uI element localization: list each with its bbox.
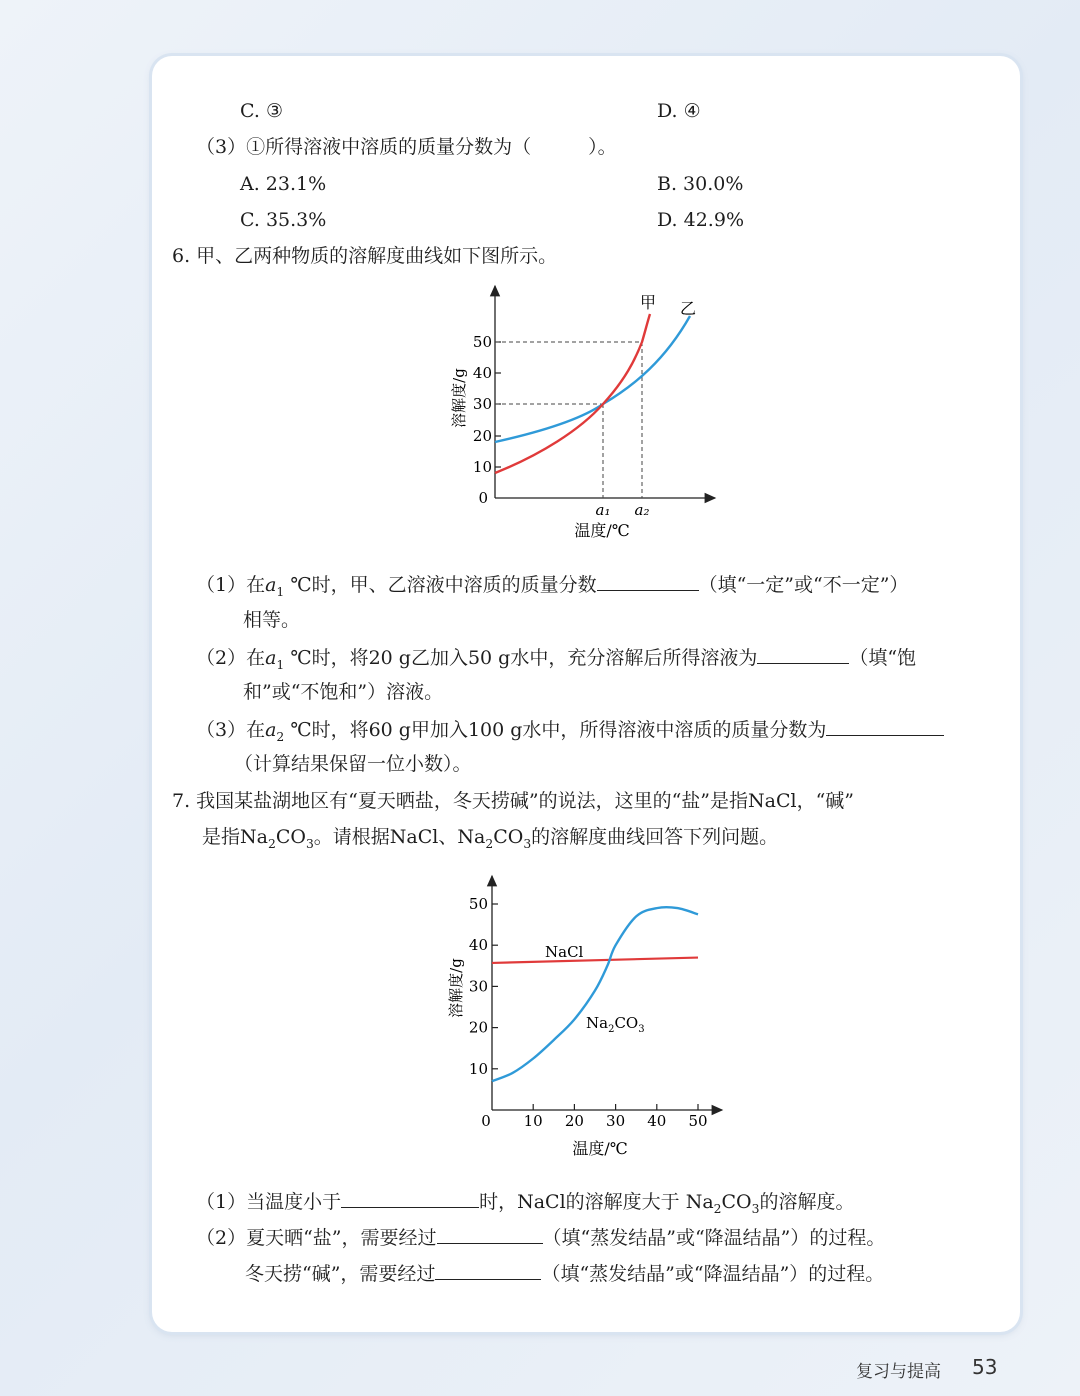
- footer-section: 复习与提高: [856, 1362, 941, 1382]
- q7-stem-line2: 是指$Na_2CO_3$。请根据NaCl、$Na_2CO_3$的溶解度曲线回答下列问题。: [202, 826, 779, 851]
- chart1-series-yi: [495, 316, 690, 442]
- q5-3-option-c: C. 35.3%: [240, 209, 327, 231]
- q5-3-stem: （3）①所得溶液中溶质的质量分数为（ ）。: [196, 136, 617, 158]
- chart1-ylabel: 溶解度/g: [450, 368, 468, 428]
- chart1-xlabel: 温度/℃: [574, 521, 630, 540]
- chart1-series-jia: [495, 314, 650, 473]
- chart1-ytick-10: 10: [472, 458, 492, 476]
- chart2-xtick-40: 40: [647, 1112, 667, 1130]
- q6-3-line1: （3）在$a_2$ ℃时，将60 g甲加入100 g水中，所得溶液中溶质的质量分数为: [196, 719, 944, 743]
- chart2-ytick-30: 30: [468, 977, 488, 996]
- chart2-ylabel: 溶解度/g: [447, 958, 465, 1018]
- q6-1-line2: 相等。: [243, 609, 301, 631]
- chart2-origin-label: 0: [481, 1112, 491, 1130]
- chart2-ytick-50: 50: [468, 895, 488, 913]
- q7-1: （1）当温度小于 时，NaCl的溶解度大于 $Na_2CO_3$的溶解度。: [196, 1191, 855, 1216]
- q6-1-blank[interactable]: [597, 574, 699, 591]
- chart1-ytick-30: 30: [472, 395, 492, 413]
- chart2-xtick-50: 50: [688, 1112, 708, 1130]
- q6-1-line1: （1）在$a_1$ ℃时，甲、乙溶液中溶质的质量分数 （填“一定”或“不一定”）: [196, 574, 909, 599]
- q6-3-blank[interactable]: [826, 719, 944, 736]
- q7-2-line1: （2）夏天晒“盐”，需要经过 （填“蒸发结晶”或“降温结晶”）的过程。: [196, 1227, 886, 1249]
- q7-2-blank-1[interactable]: [437, 1227, 543, 1244]
- option-d-top: D. ④: [657, 100, 701, 122]
- chart2-xtick-30: 30: [606, 1112, 626, 1130]
- q6-2-line1: （2）在$a_1$ ℃时，将20 g乙加入50 g水中，充分溶解后所得溶液为 （填“饱: [196, 647, 917, 672]
- chart1-xtick-a1: a₁: [595, 501, 611, 519]
- chart2-ticks: [492, 904, 698, 1110]
- chart2-ytick-40: 40: [468, 936, 488, 955]
- q6-3-line2: （计算结果保留一位小数）。: [234, 753, 472, 775]
- chart2-xlabel: 温度/℃: [572, 1139, 628, 1158]
- q6-2-blank[interactable]: [757, 647, 849, 664]
- chart1-label-jia: 甲: [640, 293, 657, 312]
- q7-2-blank-2[interactable]: [435, 1263, 541, 1280]
- q6-2-line2: 和”或“不饱和”）溶液。: [243, 681, 444, 703]
- chart2-xtick-20: 20: [564, 1112, 584, 1130]
- chart2-ytick-10: 10: [468, 1059, 488, 1078]
- q5-3-option-a: A. 23.1%: [240, 173, 327, 195]
- chart-1: [430, 280, 730, 550]
- chart1-ytick-50: 50: [472, 333, 492, 351]
- q7-2-line2: 冬天捞“碱”，需要经过 （填“蒸发结晶”或“降温结晶”）的过程。: [245, 1263, 885, 1285]
- chart2-series-na2co3: [492, 907, 698, 1081]
- option-c-top: C. ③: [240, 100, 283, 122]
- q5-3-option-b: B. 30.0%: [657, 173, 744, 195]
- chart-2: [430, 868, 740, 1163]
- chart1-label-yi: 乙: [680, 299, 697, 318]
- chart1-xtick-a2: a₂: [634, 501, 650, 519]
- chart2-tick-labels: [469, 895, 708, 1130]
- chart2-ytick-20: 20: [468, 1018, 488, 1037]
- chart1-ytick-20: 20: [472, 427, 492, 445]
- chart2-label-na2co3: $Na_2CO_3$: [586, 1014, 645, 1035]
- chart2-label-nacl: NaCl: [545, 943, 584, 961]
- q6-stem: 6. 甲、乙两种物质的溶解度曲线如下图所示。: [172, 245, 558, 267]
- page-number: 53: [972, 1355, 998, 1379]
- chart1-ytick-0: 0: [478, 489, 488, 507]
- chart2-xtick-10: 10: [523, 1112, 543, 1130]
- q7-1-blank[interactable]: [341, 1191, 479, 1208]
- chart2-series-nacl: [492, 958, 698, 963]
- q7-stem-line1: 7. 我国某盐湖地区有“夏天晒盐，冬天捞碱”的说法，这里的“盐”是指NaCl，“碱”: [172, 790, 855, 812]
- q5-3-option-d: D. 42.9%: [657, 209, 744, 231]
- chart1-ytick-40: 40: [472, 364, 492, 382]
